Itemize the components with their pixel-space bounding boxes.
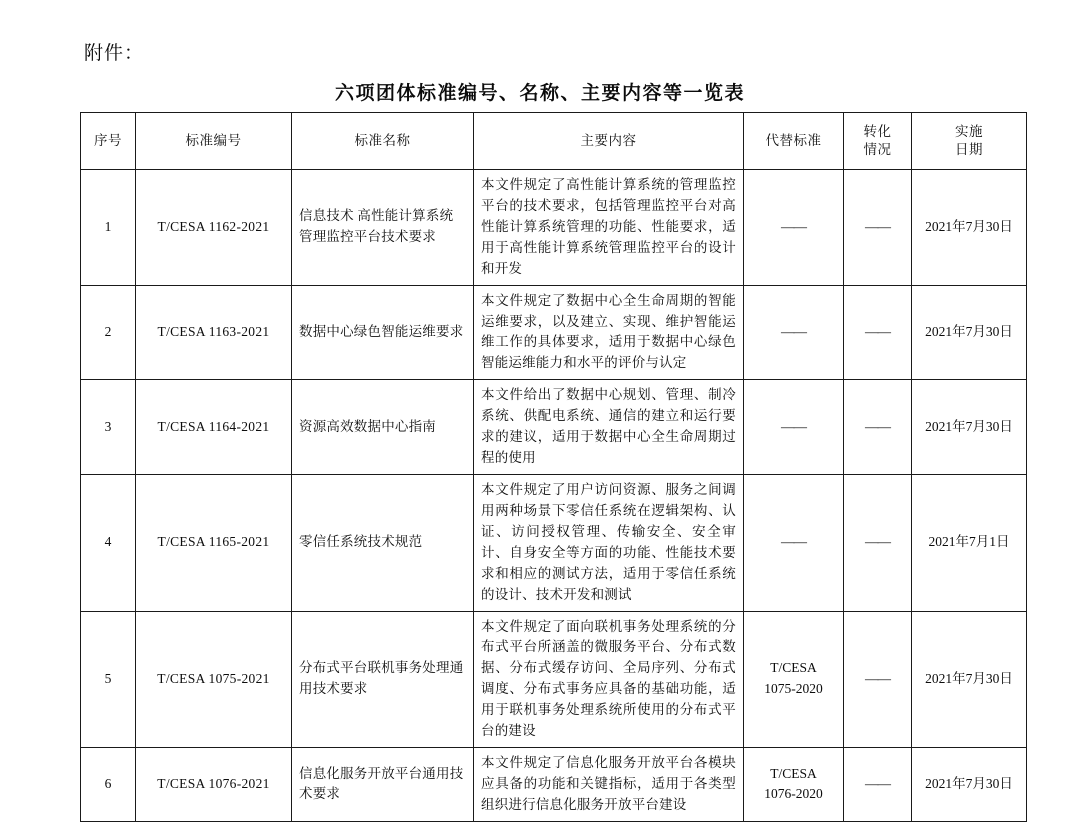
cell-date: 2021年7月30日: [912, 611, 1027, 748]
cell-replace-line2: 1075-2020: [764, 681, 823, 697]
cell-replace: [744, 611, 844, 748]
table-header: [81, 113, 1027, 170]
cell-replace-line1: T/CESA: [770, 660, 817, 676]
header-content: 主要内容: [474, 113, 744, 170]
cell-date: 2021年7月30日: [912, 285, 1027, 380]
cell-replace: [744, 748, 844, 822]
cell-convert-text: ——: [865, 670, 890, 686]
cell-code: T/CESA 1164-2021: [136, 380, 292, 475]
cell-code: T/CESA 1162-2021: [136, 170, 292, 286]
header-no: 序号: [81, 113, 136, 170]
table-row: [81, 474, 1027, 611]
cell-date: 2021年7月30日: [912, 380, 1027, 475]
cell-replace-line2: 1076-2020: [764, 786, 823, 802]
standards-table: [80, 112, 1027, 822]
cell-no: 5: [81, 611, 136, 748]
cell-name: 信息化服务开放平台通用技术要求: [292, 748, 474, 822]
cell-content: 本文件规定了面向联机事务处理系统的分布式平台所涵盖的微服务平台、分布式数据、分布式缓存访问、全局序列、分布式调度、分布式事务应具备的基础功能，适用于联机事务处理系统所使用的分布式平台的建设: [474, 611, 744, 748]
cell-replace-text: ——: [781, 534, 806, 550]
cell-replace: [744, 170, 844, 286]
cell-convert: [844, 474, 912, 611]
header-convert: [844, 113, 912, 170]
cell-name: 分布式平台联机事务处理通用技术要求: [292, 611, 474, 748]
cell-replace: [744, 474, 844, 611]
table-row: [81, 380, 1027, 475]
header-replace: 代替标准: [744, 113, 844, 170]
header-convert-line1: 转化: [863, 123, 892, 139]
cell-no: 6: [81, 748, 136, 822]
cell-convert-text: ——: [865, 218, 890, 234]
cell-code: T/CESA 1075-2021: [136, 611, 292, 748]
cell-convert-text: ——: [865, 323, 890, 339]
cell-replace-text: ——: [781, 218, 806, 234]
cell-convert-text: ——: [865, 418, 890, 434]
cell-content: 本文件规定了高性能计算系统的管理监控平台的技术要求，包括管理监控平台对高性能计算系统管理的功能、性能要求，适用于高性能计算系统管理监控平台的设计和开发: [474, 170, 744, 286]
cell-code: T/CESA 1165-2021: [136, 474, 292, 611]
cell-date: 2021年7月1日: [912, 474, 1027, 611]
cell-convert: [844, 611, 912, 748]
table-body: [81, 170, 1027, 822]
cell-content: 本文件规定了信息化服务开放平台各模块应具备的功能和关键指标，适用于各类型组织进行信息化服务开放平台建设: [474, 748, 744, 822]
header-code: 标准编号: [136, 113, 292, 170]
cell-replace-text: ——: [781, 418, 806, 434]
table-row: [81, 285, 1027, 380]
table-row: [81, 748, 1027, 822]
cell-convert: [844, 170, 912, 286]
header-date-line1: 实施: [955, 123, 983, 139]
attachment-label: 附件：: [84, 43, 145, 64]
table-row: [81, 611, 1027, 748]
cell-convert-text: ——: [865, 775, 890, 791]
cell-no: 1: [81, 170, 136, 286]
cell-convert: [844, 285, 912, 380]
cell-content: 本文件给出了数据中心规划、管理、制冷系统、供配电系统、通信的建立和运行要求的建议，适用于数据中心全生命周期过程的使用: [474, 380, 744, 475]
cell-replace-line1: T/CESA: [770, 765, 817, 781]
cell-content: 本文件规定了数据中心全生命周期的智能运维要求，以及建立、实现、维护智能运维工作的具体要求，适用于数据中心绿色智能运维能力和水平的评价与认定: [474, 285, 744, 380]
cell-no: 2: [81, 285, 136, 380]
page-title: 六项团体标准编号、名称、主要内容等一览表: [334, 83, 745, 104]
cell-name: 信息技术 高性能计算系统管理监控平台技术要求: [292, 170, 474, 286]
header-convert-line2: 情况: [863, 142, 892, 157]
cell-content: 本文件规定了用户访问资源、服务之间调用两种场景下零信任系统在逻辑架构、认证、访问授权管理、传输安全、安全审计、自身安全等方面的功能、性能技术要求和相应的测试方法，适用于零信任系统的设计、技术开发和测试: [474, 474, 744, 611]
cell-replace-text: ——: [781, 323, 806, 339]
cell-date: 2021年7月30日: [912, 170, 1027, 286]
header-date: [912, 113, 1027, 170]
cell-replace: [744, 380, 844, 475]
cell-convert: [844, 380, 912, 475]
cell-name: 零信任系统技术规范: [292, 474, 474, 611]
cell-name: 资源高效数据中心指南: [292, 380, 474, 475]
cell-no: 4: [81, 474, 136, 611]
cell-date: 2021年7月30日: [912, 748, 1027, 822]
table-row: [81, 170, 1027, 286]
cell-code: T/CESA 1163-2021: [136, 285, 292, 380]
header-date-line2: 日期: [955, 142, 983, 157]
cell-replace: [744, 285, 844, 380]
header-name: 标准名称: [292, 113, 474, 170]
cell-no: 3: [81, 380, 136, 475]
table-header-row: [81, 113, 1027, 170]
cell-code: T/CESA 1076-2021: [136, 748, 292, 822]
cell-convert-text: ——: [865, 534, 890, 550]
cell-name: 数据中心绿色智能运维要求: [292, 285, 474, 380]
cell-convert: [844, 748, 912, 822]
